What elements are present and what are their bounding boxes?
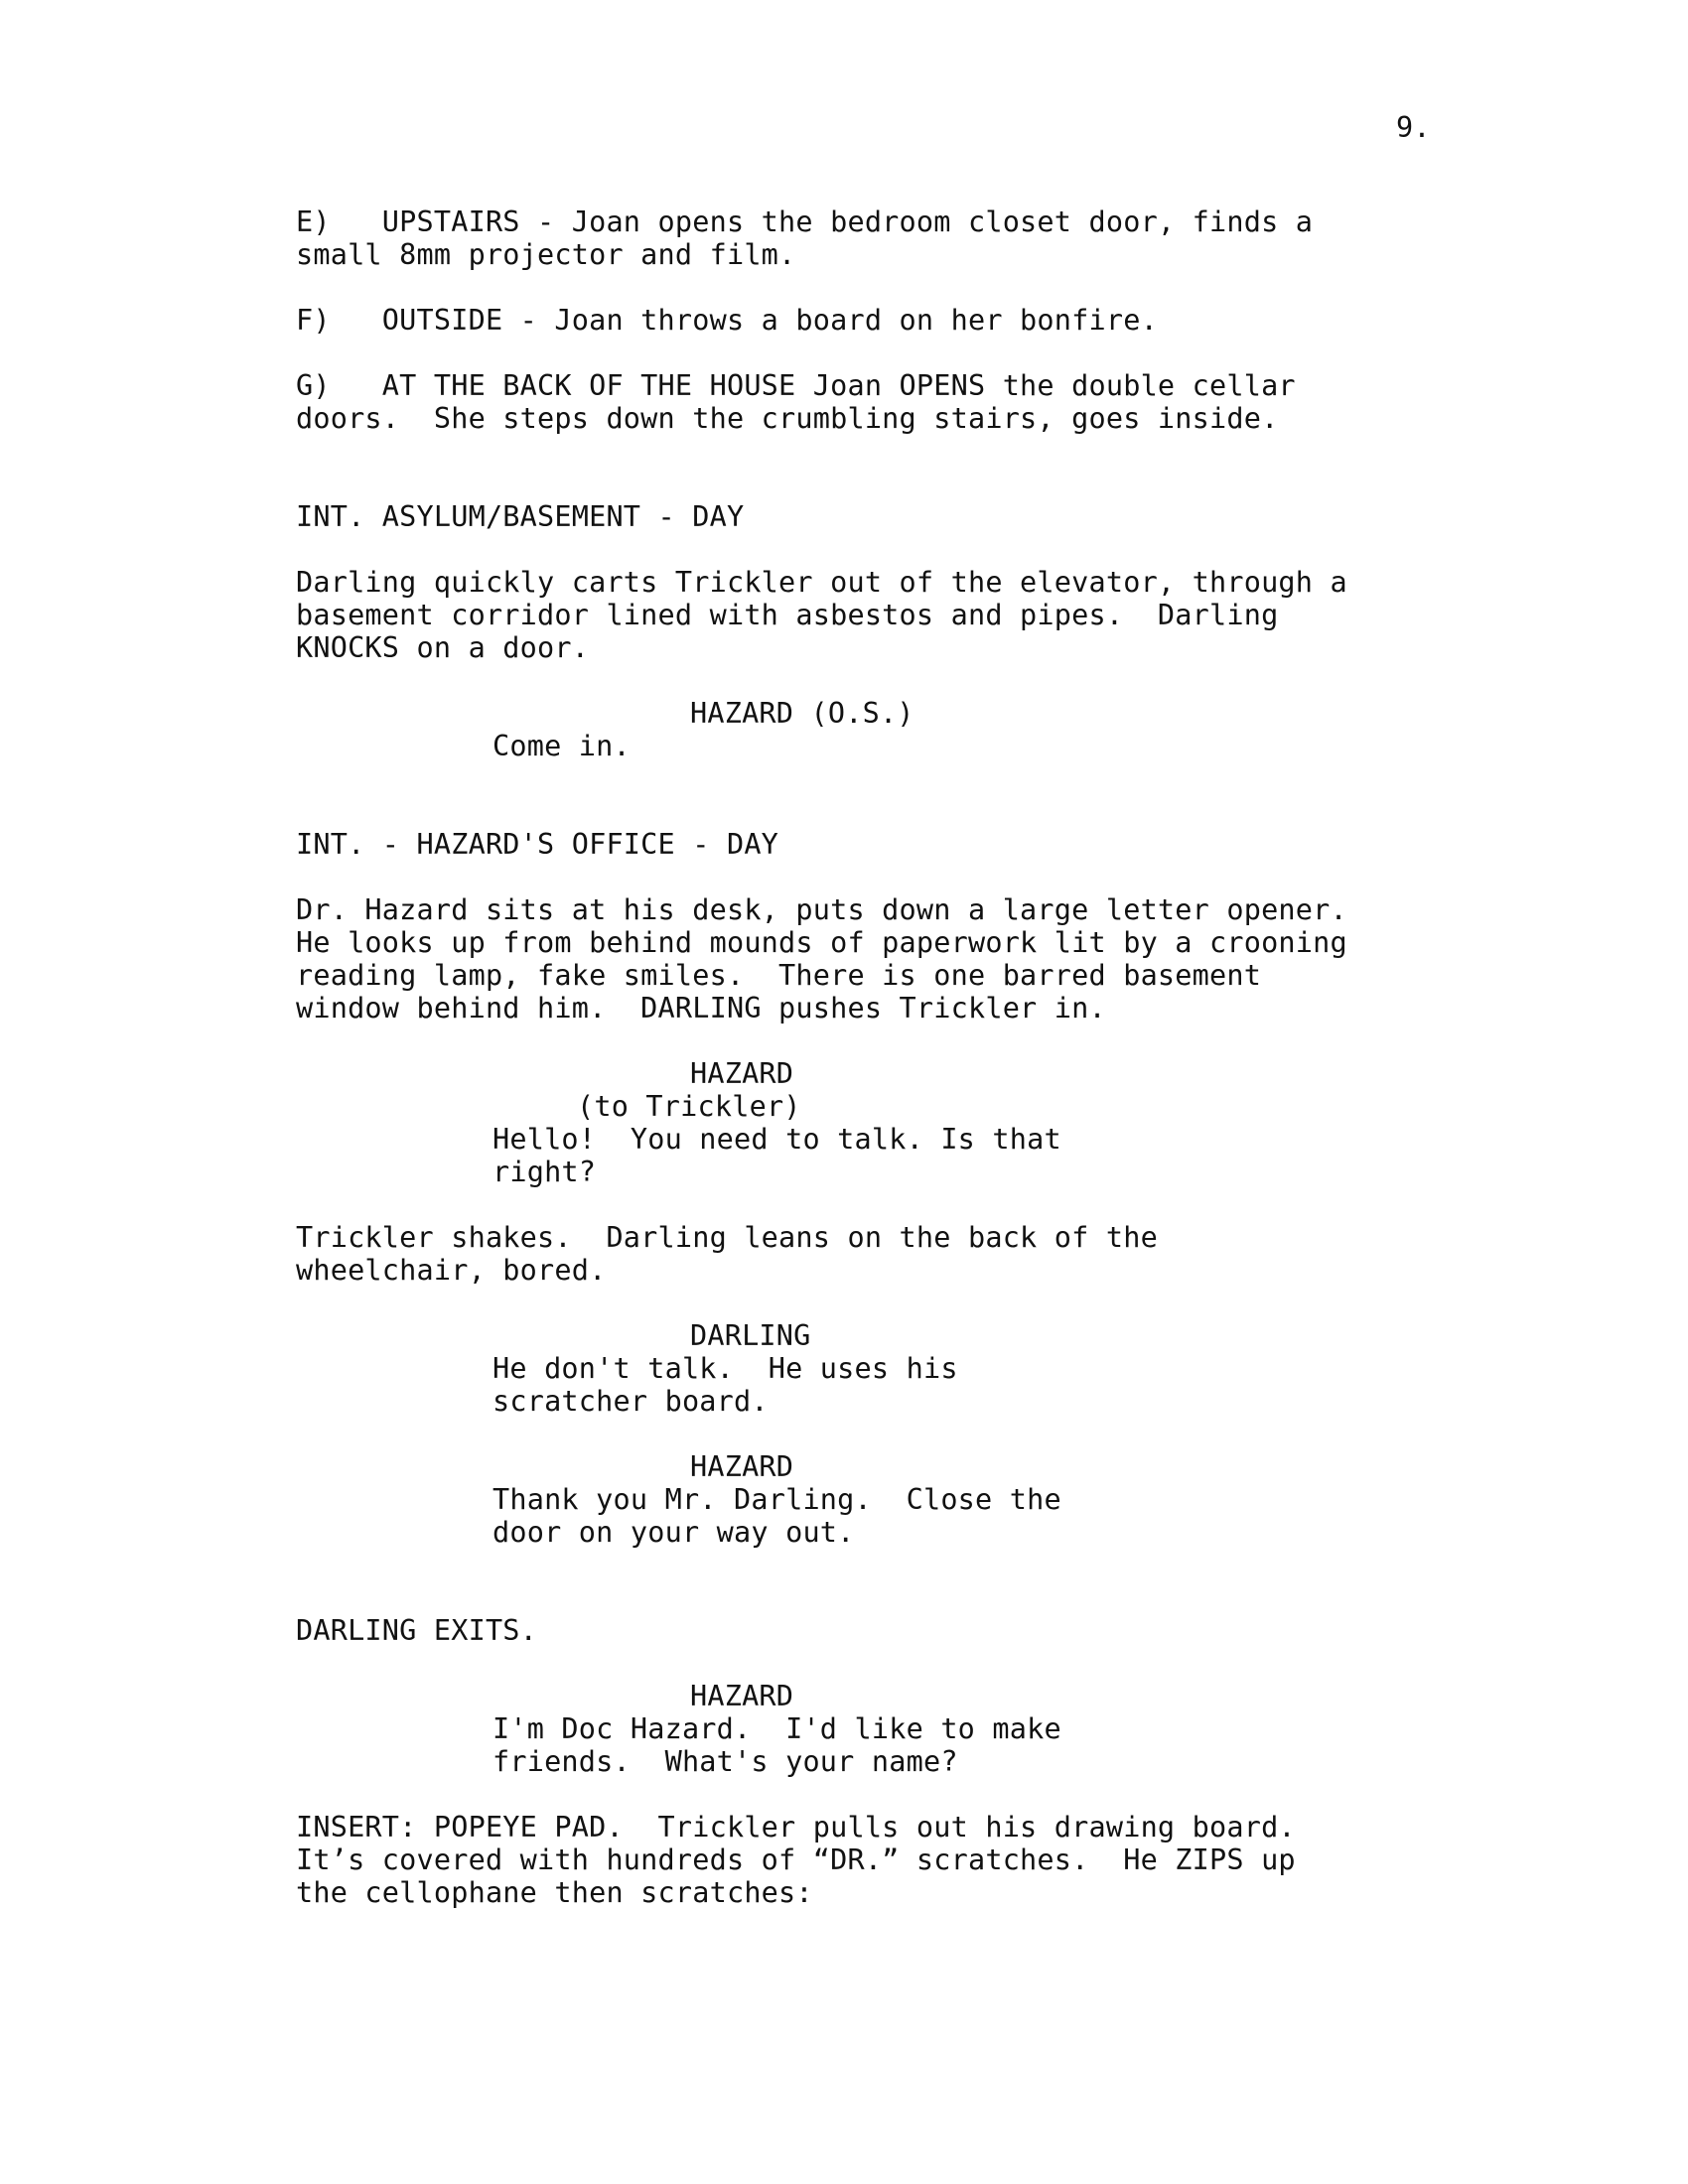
dialogue-line: I'm Doc Hazard. I'd like to make [492,1712,1061,1745]
character-name: HAZARD (O.S.) [690,697,914,730]
page-number: 9. [1396,111,1431,144]
parenthetical: (to Trickler) [577,1090,801,1123]
action-line: INSERT: POPEYE PAD. Trickler pulls out his drawing board. [296,1811,1296,1843]
character-name: HAZARD [690,1450,794,1483]
dialogue-line: door on your way out. [492,1516,855,1549]
scene-heading: INT. ASYLUM/BASEMENT - DAY [296,500,745,533]
scene-heading: INT. - HAZARD'S OFFICE - DAY [296,828,779,861]
action-line: reading lamp, fake smiles. There is one barred basement [296,959,1262,992]
dialogue-line: Hello! You need to talk. Is that [492,1123,1061,1156]
dialogue-line: Come in. [492,730,631,762]
character-name: DARLING [690,1319,811,1352]
action-line: the cellophane then scratches: [296,1876,813,1909]
action-line: doors. She steps down the crumbling stairs, goes inside. [296,402,1279,435]
action-line: He looks up from behind mounds of paperwork lit by a crooning [296,926,1347,959]
action-line: E) UPSTAIRS - Joan opens the bedroom closet door, finds a [296,205,1314,238]
dialogue-line: He don't talk. He uses his [492,1352,958,1385]
action-line: It’s covered with hundreds of “DR.” scratches. He ZIPS up [296,1843,1296,1876]
action-line: Dr. Hazard sits at his desk, puts down a large letter opener. [296,893,1347,926]
character-name: HAZARD [690,1680,794,1712]
action-line: small 8mm projector and film. [296,238,796,271]
action-line: KNOCKS on a door. [296,631,590,664]
action-line: wheelchair, bored. [296,1254,607,1287]
dialogue-line: right? [492,1156,597,1188]
action-line: Trickler shakes. Darling leans on the back of the [296,1221,1158,1254]
action-line: F) OUTSIDE - Joan throws a board on her bonfire. [296,304,1158,337]
action-line: window behind him. DARLING pushes Trickler in. [296,992,1106,1024]
action-line: G) AT THE BACK OF THE HOUSE Joan OPENS the double cellar [296,369,1296,402]
dialogue-line: scratcher board. [492,1385,769,1418]
action-line: Darling quickly carts Trickler out of the elevator, through a [296,566,1347,599]
action-line: basement corridor lined with asbestos and pipes. Darling [296,599,1279,631]
dialogue-line: friends. What's your name? [492,1745,958,1778]
character-name: HAZARD [690,1057,794,1090]
action-line: DARLING EXITS. [296,1614,538,1647]
dialogue-line: Thank you Mr. Darling. Close the [492,1483,1061,1516]
